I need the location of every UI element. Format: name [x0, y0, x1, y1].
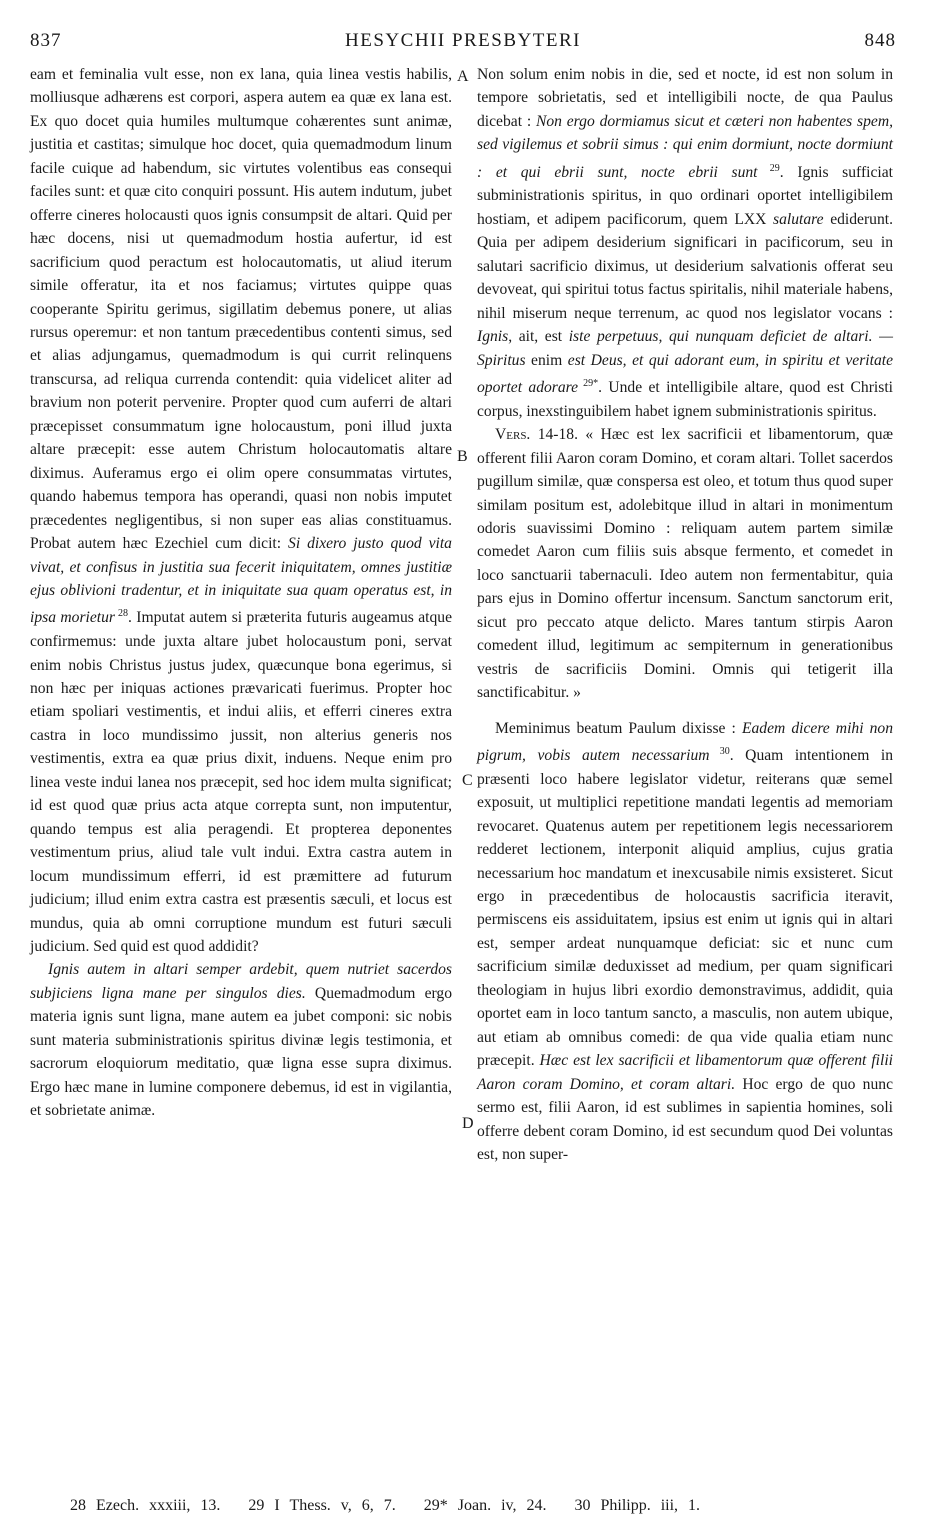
margin-marker-c: C [462, 772, 473, 789]
text-run: Hoc ergo de quo nunc sermo est, filii Aaron, id est sublimes in sapientia homines, soli offerre debent coram Domino, id est secundum quod Dei voluntas est, non super- [477, 1075, 893, 1163]
right-column [477, 63, 893, 1166]
left-column [30, 63, 452, 1123]
footnote-ref: 28 [114, 608, 128, 620]
text-run: . Quam intentionem in præsenti loco habere legislator videtur, reiterans quæ semel exposuit, ut multiplici repetitione mandati legentis ad memoriam revocaret. Quatenus autem per repetitionem legis necessariorem redderet lectionem, interponit aliquid amplius, cujus gratia necessarium hoc mandatum et inexcusabile nimis exsisteret. Sicut ergo in præcedentibus de holocaustis sacrificia iteravit, permiscens eis assiduitatem, ipsius est enim ut ignis qui in altari est, semper ardeat nunquamque deficiat: sic et nunc cum sacrificium similæ deduxisset ad medium, per quam significari theologiam in hujus libri exordio demonstravimus, addidit, quia oportet eam in loco tantum sancto, a masculis, non autem ubique, aut etiam ab omnibus comedi: de qua vide qualia etiam nunc præcepit. [477, 747, 894, 1070]
text-run: ediderunt. Quia per adipem desiderium significari in pacificorum, seu in salutari sacrificio diximus, ut desiderium salvationis offerat seu devoveat, qui spiritui totus factus spiritalis, nihil materiale habens, nihil miserum neque terrenum, ac quod nos legislator vocans : [477, 210, 893, 322]
left-paragraph-2 [30, 958, 452, 1122]
scripture-quote: Si dixero justo quod vita vivat, et confisus in justitia sua fecerit iniquitatem, omnes justitiæ ejus oblivioni tradentur, et in iniquitate sua quam operatus est, in ipsa morietur [30, 535, 452, 627]
footnotes [70, 1497, 890, 1515]
page-number-left: 837 [30, 30, 62, 51]
italic-word: salutare [773, 210, 824, 228]
left-paragraph-1 [30, 63, 452, 958]
footnote: 29 I Thess. v, 6, 7. [248, 1497, 396, 1514]
right-paragraph-3 [477, 717, 893, 1167]
page-number-right: 848 [864, 30, 896, 51]
margin-marker-b: B [457, 448, 468, 465]
text-run: « Hæc est lex sacrificii et libamentorum, quæ offerent filii Aaron coram Domino, et coram altari. Tollet sacerdos pugillum similæ, quæ conspersa est oleo, et totum thus quod super similam positum est, adolebitque illud in altari in monimentum odoris suavissimi Domino : reliquam autem partem similæ comedet Aaron cum filiis suis absque fermento, et comedet in loco sanctuarii tabernaculi. Ideo autem non fermentabitur, quia pars ejus in Domino offertur incensum. Sanctum sanctorum erit, sicut pro peccato atque delicto. Mares tantum stirpis Aaron comedent illud, legitimum ac sempiternum in generationibus vestris de sacrificiis Domini. Omnis qui tetigerit illa sanctificabitur. » [477, 426, 893, 702]
page-header [30, 30, 896, 60]
footnote-ref: 29 [757, 162, 780, 174]
italic-word: Ignis [477, 328, 509, 346]
text-run: . Unde et intelligibile altare, quod est Christi corpus, inexstinguibilem habet ignem subministrationis spiritus. [477, 379, 893, 420]
scripture-quote: iste perpetuus, qui nunquam deficiet de altari. — Spiritus [477, 328, 894, 369]
text-run: enim [525, 351, 568, 369]
text-run: eam et feminalia vult esse, non ex lana, quia linea vestis habilis, molliusque adhærens est corpori, aspera autem ea quæ ex lana est. Ex quo docet quia humiles multumque cohærentes sunt animæ, justitia et castitas; simulque hoc docet, quia quemadmodum linum facile cuique ad habendum, sic virtutes volentibus eas consequi faciles sunt: et quæ cito conquiri possunt. His autem indutum, jubet offerre cineres holocausti quos ignis consumpsit de altari. Quid per hæc docens, nisi ut quemadmodum hostia aufertur, id est sacrificium quod peractum est holocautomatis, ut aliud iterum simile offeratur, ita et nos faciamus; virtutes quippe quas cooperante Spiritu gerimus, sigillatim debemus ponere, ut alias rursus operemur: et non tantum præcedentibus contenti simus, sed et alias adjungamus, quemadmodum is qui currit relinquens transcursa, ad reliqua currenda contendit: quia videlicet aliter ad bravium non poterit pervenire. Propter quod cum auferri de altari præcepisset consummatum igne holocaustum, poni illud juxta altare præcepit: esse autem Christum holocautomatis altare diximus. Auferamus ergo ei olim opere consummatas virtutes, quando habemus tempora has operandi, quasi non nobis imputet præcedentes negligentibus, si non super eas alias constituamus. Probat autem hæc Ezechiel cum dicit: [30, 66, 452, 553]
text-run: , ait, est [508, 328, 569, 346]
scripture-quote: est Deus, et qui adorant eum, in spiritu et veritate oportet adorare [477, 351, 893, 397]
running-title: HESYCHII PRESBYTERI [345, 30, 581, 51]
scripture-quote: Ignis autem in altari semper ardebit, quem nutriet sacerdos subjiciens ligna mane per singulos dies. [30, 961, 452, 1002]
right-paragraph-1 [477, 63, 893, 423]
scripture-quote: Non ergo dormiamus sicut et cæteri non habentes spem, sed vigilemus et sobrii simus : qui enim dormiunt, nocte dormiunt : et qui ebrii sunt, nocte ebrii sunt [477, 112, 893, 181]
right-paragraph-2 [477, 423, 893, 704]
footnote: 30 Philipp. iii, 1. [574, 1497, 701, 1514]
verse-label: Vers. 14-18. [495, 426, 578, 444]
text-run: Non solum enim nobis in die, sed et nocte, id est non solum in tempore sobrietatis, sed et intelligibili nocte, de qua Paulus dicebat : [477, 66, 893, 130]
text-run: . Ignis sufficiat subministrationis spiritus, in quo ordinari oportet intelligibilem hostiam, et adipem pacificorum, quem LXX [477, 164, 893, 228]
margin-marker-a: A [457, 68, 469, 85]
footnote-ref: 29* [578, 378, 599, 390]
scripture-quote: Hæc est lex sacrificii et libamentorum quæ offerent filii Aaron coram Domino, et coram altari. [477, 1052, 893, 1093]
footnote: 28 Ezech. xxxiii, 13. [70, 1497, 221, 1514]
footnote-ref: 30 [709, 746, 730, 758]
text-run: Quemadmodum ergo materia ignis sunt ligna, mane autem ea jubet componi: sic nobis sunt materia subministrationis spiritus divinæ legis testimonia, et sacrorum eloquiorum meditatio, quæ ligna esse supra diximus. Ergo hæc mane in lumine componere debemus, id est in vigilantia, et sobrietate animæ. [30, 984, 452, 1120]
text-run: Meminimus beatum Paulum dixisse : [495, 719, 742, 737]
footnote: 29* Joan. iv, 24. [423, 1497, 547, 1514]
text-run: . Imputat autem si præterita futuris augeamus atque confirmemus: unde juxta altare jubet holocaustum poni, servat enim nobis Christus justus judex, quæcunque bona egerimus, si non hæc per iniquas actiones prævaricati fuerimus. Propter hoc etiam spoliari vestimentis, et indui aliis, et efferri cineres extra castra in loco mundissimo jussit, non alterius generis nos vestimentis, extra ea quæ prius dixit, induens. Neque enim pro linea veste indui lanea nos præcepit, sed hoc idem multa significat; id est quod quæ prius acta atque correpta sunt, non imputentur, quando tempus est alia peragendi. Et propterea deponentes vestimentum prius, aliud tale vult indui. Extra castra autem in locum mundissimum efferri, id est præmittere ad futurum judicium; illud enim extra castra est præsentis sæculi, et locus est mundus, quia ab omni corruptione mundum est futuri sæculi judicium. Sed quid est quod addidit? [30, 609, 452, 955]
margin-marker-d: D [462, 1115, 474, 1132]
scripture-quote: Eadem dicere mihi non pigrum, vobis autem necessarium [477, 719, 894, 765]
